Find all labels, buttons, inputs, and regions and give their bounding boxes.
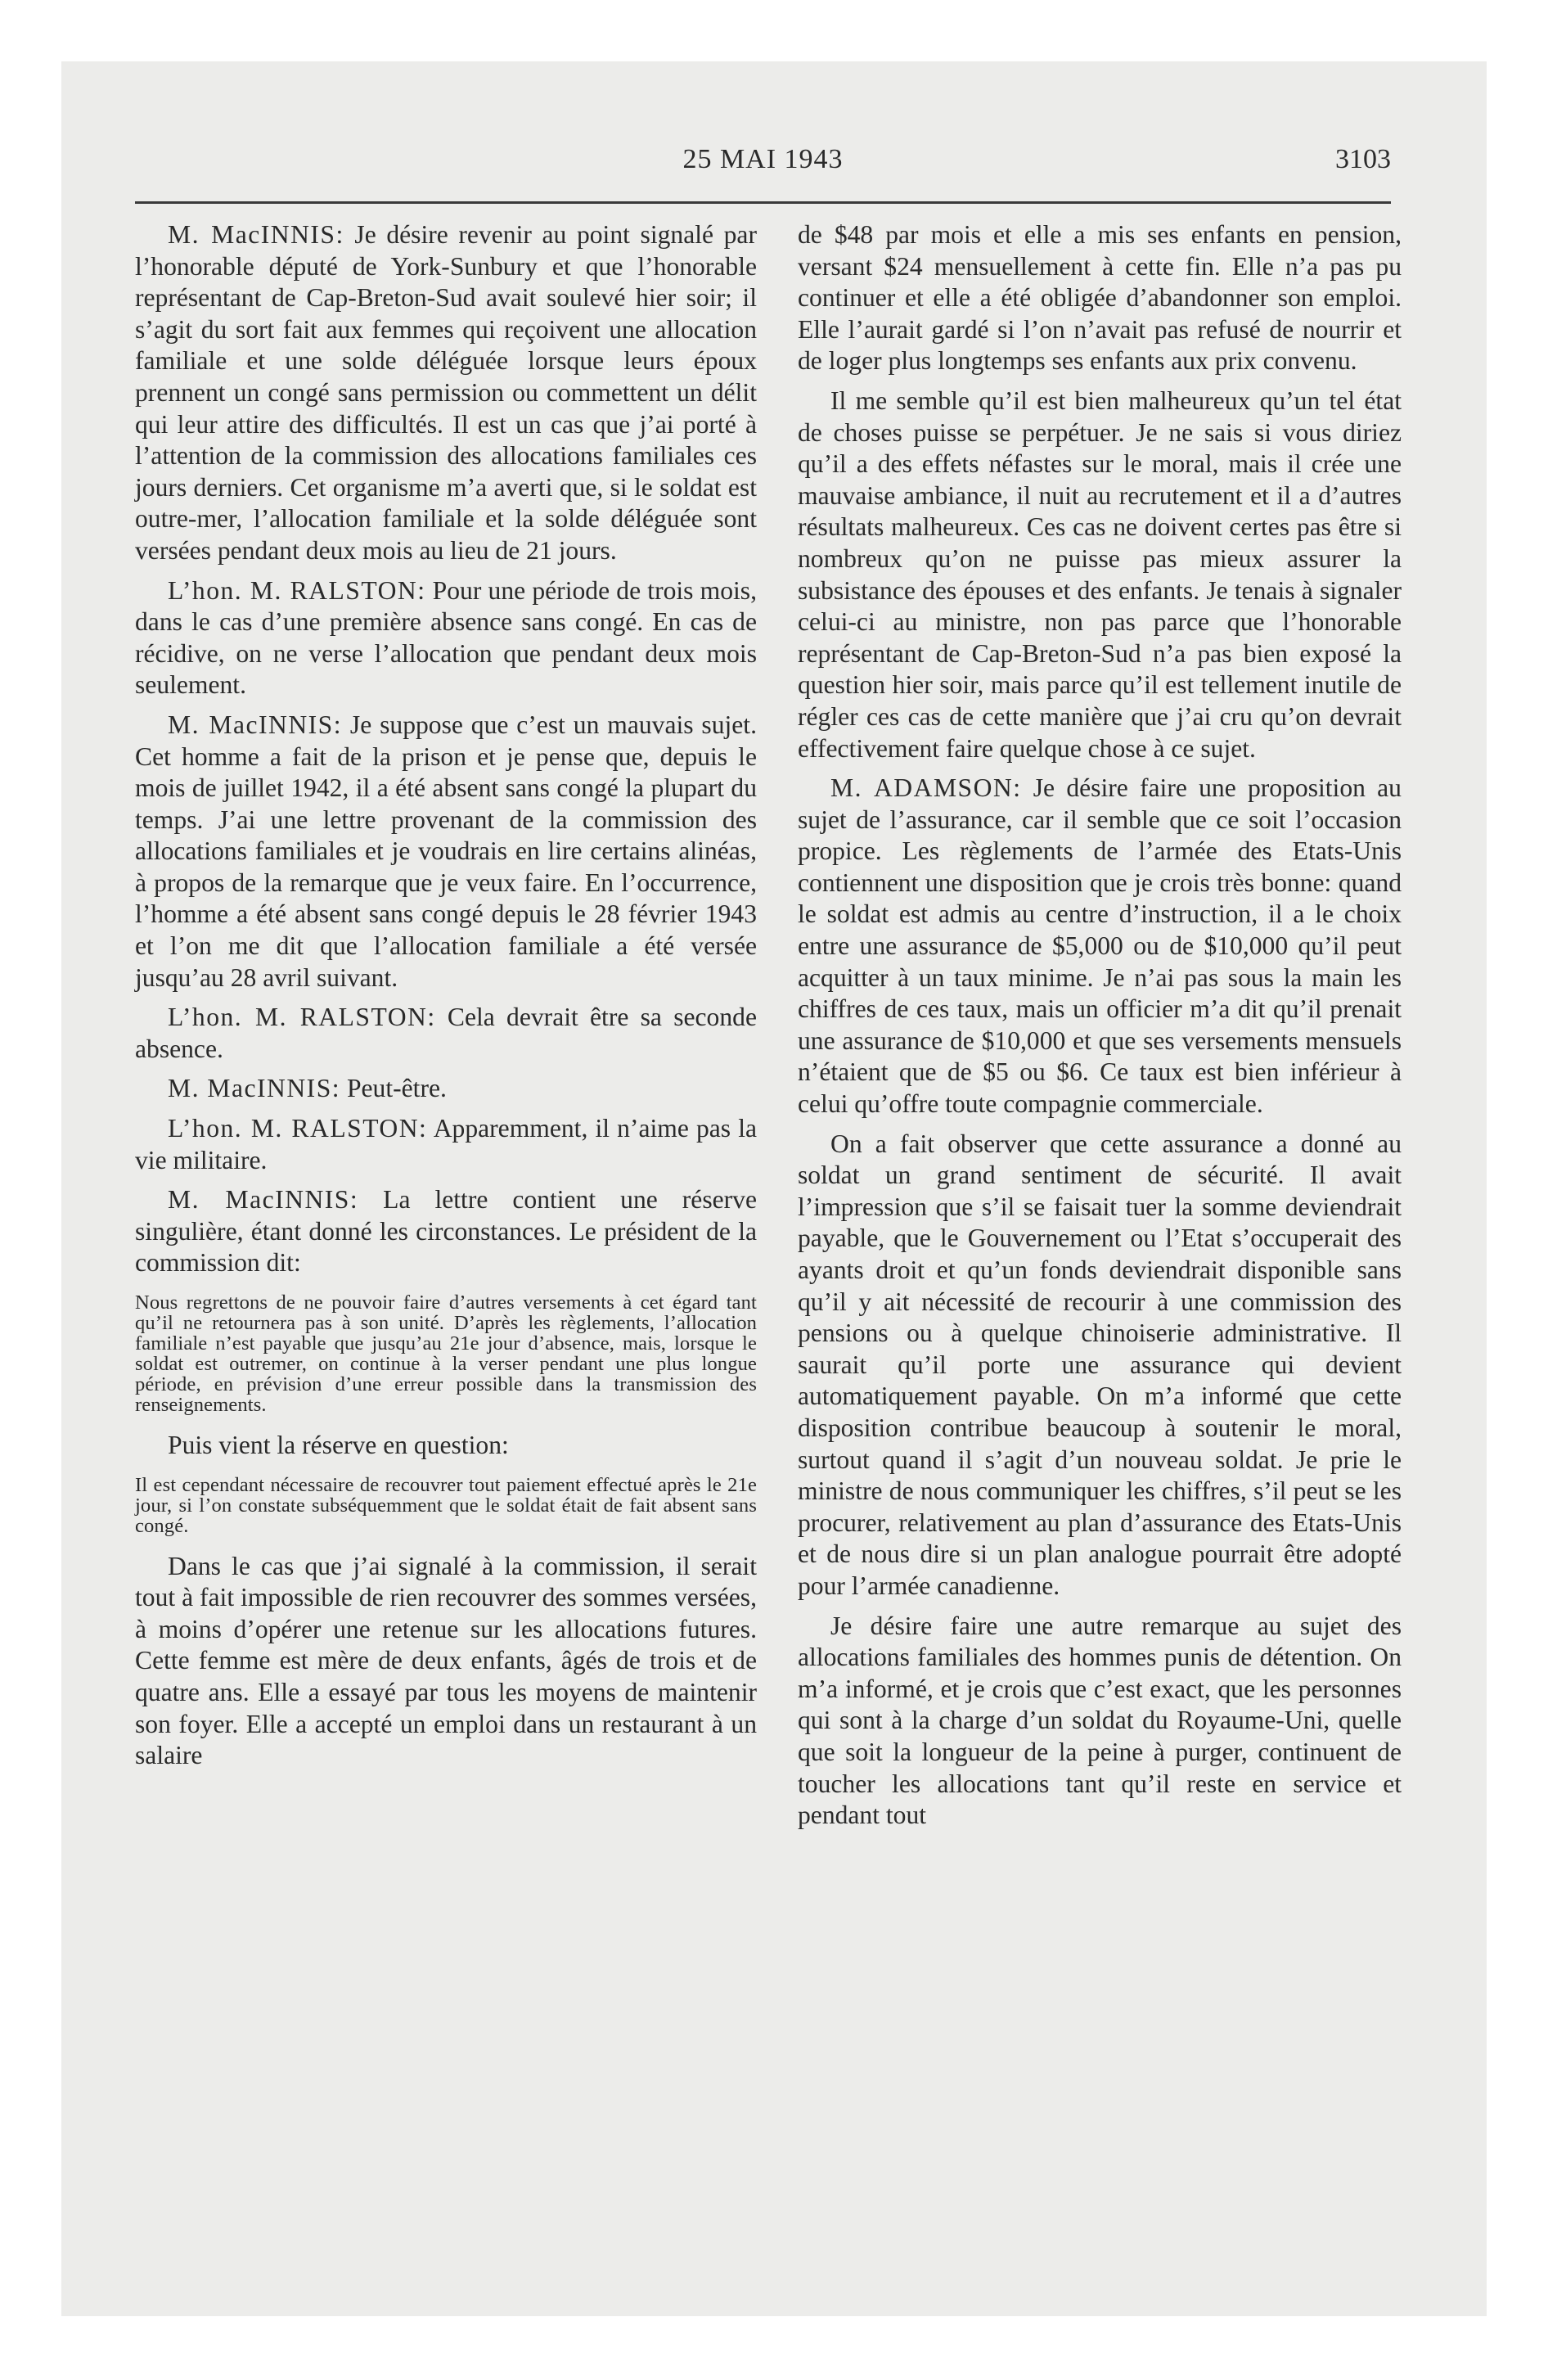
quoted-letter-2: Il est cependant nécessaire de recouvrer tout paiement effectué après le 21e jour, si l’on constate subséquemment que le soldat était de fait absent sans congé.	[135, 1473, 757, 1537]
left-column	[135, 219, 757, 1780]
paragraph-text: Apparemment, il n’aime pas la vie militaire.	[135, 1114, 757, 1174]
paragraph-text: Je désire revenir au point signalé par l’honorable député de York-Sunbury et que l’honorable représentant de Cap-Breton-Sud avait soulevé hier soir; il s’agit du sort fait aux femmes qui reçoivent une allocation familiale et une solde déléguée lorsque leurs époux prennent un congé sans permission ou commettent un délit qui leur attire des difficultés. Il est un cas que j’ai porté à l’attention de la commission des allocations familiales ces jours derniers. Cet organisme m’a averti que, si le soldat est outre-mer, l’allocation familiale et la solde déléguée sont versées pendant deux mois au lieu de 21 jours.	[135, 220, 757, 565]
page-number: 3103	[1335, 144, 1391, 174]
paragraph-macinnis-2	[135, 710, 757, 994]
paragraph-continuation: de $48 par mois et elle a mis ses enfants en pension, versant $24 mensuellement à cette fin. Elle n’a pas pu continuer et elle a été obligée d’abandonner son emploi. Elle l’aurait gardé si l’on n’avait pas refusé de nourrir et de loger plus longtemps ses enfants aux prix convenu.	[798, 220, 1402, 376]
paragraph-puis-vient: Puis vient la réserve en question:	[168, 1431, 509, 1459]
paragraph-on-a-fait: On a fait observer que cette assurance a donné au soldat un grand sentiment de sécurité. Il avait l’impression que s’il se faisait tuer la somme deviendrait payable, que le Gouvernement ou l’Etat s’occuperait des ayants droit et qu’un fonds deviendrait disponible sans qu’il y ait nécessité de recourir à une commission des pensions ou à quelque chinoiserie administrative. Il saurait qu’il porte une assurance qui devient automatiquement payable. On m’a informé que cette disposition contribue beaucoup à soutenir le moral, surtout quand il s’agit d’un nouveau soldat. Je prie le ministre de nous communiquer les chiffres, s’il peut se les procurer, relativement au plan d’assurance des Etats-Unis et de nous dire si un plan analogue pourrait être adopté pour l’armée canadienne.	[798, 1129, 1402, 1600]
paragraph-je-desire: Je désire faire une autre remarque au sujet des allocations familiales des hommes punis de détention. On m’a informé, et je crois que c’est exact, que les personnes qui sont à la charge d’un soldat du Royaume-Uni, quelle que soit la longueur de la peine à purger, continuent de toucher les allocations tant qu’il reste en service et pendant tout	[798, 1611, 1402, 1830]
speaker-name: M. MacINNIS:	[168, 220, 344, 249]
page-date: 25 MAI 1943	[682, 144, 844, 174]
page-header	[135, 144, 1391, 185]
speaker-name: M. MacINNIS:	[168, 710, 343, 739]
paragraph-text: Peut-être.	[340, 1074, 447, 1103]
paragraph-macinnis-4	[135, 1184, 757, 1279]
speaker-name: M. MacINNIS:	[168, 1074, 341, 1103]
speaker-name: L’hon. M. RALSTON:	[168, 1003, 436, 1032]
paragraph-text: Je désire faire une proposition au sujet de l’assurance, car il semble que ce soit l’occasion propice. Les règlements de l’armée des Etats-Unis contiennent une disposition que je crois très bonne: quand le soldat est admis au centre d’instruction, il a le choix entre une assurance de $5,000 ou de $10,000 qu’il peut acquitter à un taux minime. Je n’ai pas sous la main les chiffres de ces taux, mais un officier m’a dit qu’il prenait une assurance de $10,000 et que ses versements mensuels n’étaient que de $5 ou $6. Ce taux est bien inférieur à celui qu’offre toute compagnie commerciale.	[798, 773, 1402, 1119]
speaker-name: M. ADAMSON:	[830, 773, 1022, 803]
paragraph-ralston-2	[135, 1002, 757, 1065]
header-rule	[135, 201, 1391, 204]
paragraph-text: Cela devrait être sa seconde absence.	[135, 1003, 757, 1063]
speaker-name: L’hon. M. RALSTON:	[168, 575, 426, 605]
paragraph-macinnis-1	[135, 219, 757, 567]
quoted-letter-1: Nous regrettons de ne pouvoir faire d’autres versements à cet égard tant qu’il ne retournera pas à son unité. D’après les règlements, l’allocation familiale n’est payable que jusqu’au 21e jour d’absence, mais, lorsque le soldat est outremer, on continue à la verser pendant une plus longue période, en prévision d’une erreur possible dans la transmission des renseignements.	[135, 1291, 757, 1416]
paragraph-text: La lettre contient une réserve singulière, étant donné les circonstances. Le président de la commission dit:	[135, 1185, 757, 1278]
paragraph-macinnis-3	[135, 1073, 757, 1105]
speaker-name: M. MacINNIS:	[168, 1185, 359, 1215]
paragraph-adamson	[798, 773, 1402, 1120]
paragraph-dans-le-cas: Dans le cas que j’ai signalé à la commission, il serait tout à fait impossible de rien recouvrer des sommes versées, à moins d’opérer une retenue sur les allocations futures. Cette femme est mère de deux enfants, âgés de trois et de quatre ans. Elle a essayé par tous les moyens de maintenir son foyer. Elle a accepté un emploi dans un restaurant à un salaire	[135, 1551, 757, 1770]
paragraph-il-me-semble: Il me semble qu’il est bien malheureux qu’un tel état de choses puisse se perpétuer. Je ne sais si vous diriez qu’il a des effets néfastes sur le moral, mais il crée une mauvaise ambiance, il nuit au recrutement et il a d’autres résultats malheureux. Ces cas ne doivent certes pas être si nombreux qu’on ne puisse pas mieux assurer la subsistance des épouses et des enfants. Je tenais à signaler celui-ci au ministre, non pas parce que l’honorable représentant de Cap-Breton-Sud n’a pas bien exposé la question hier soir, mais parce qu’il est tellement inutile de régler ces cas de cette manière que j’ai cru qu’on devrait effectivement faire quelque chose à ce sujet.	[798, 385, 1402, 763]
speaker-name: L’hon. M. RALSTON:	[168, 1114, 428, 1143]
paragraph-text: Pour une période de trois mois, dans le cas d’une première absence sans congé. En cas de récidive, on ne verse l’allocation que pendant deux mois seulement.	[135, 575, 757, 700]
paragraph-ralston-3	[135, 1113, 757, 1176]
paragraph-ralston-1	[135, 575, 757, 701]
right-column	[798, 219, 1402, 1840]
paragraph-text: Je suppose que c’est un mauvais sujet. Cet homme a fait de la prison et je pense que, depuis le mois de juillet 1942, il a été absent sans congé la plupart du temps. J’ai une lettre provenant de la commission des allocations familiales et je voudrais en lire certains alinéas, à propos de la remarque que je veux faire. En l’occurrence, l’homme a été absent sans congé depuis le 28 février 1943 et l’on me dit que l’allocation familiale a été versée jusqu’au 28 avril suivant.	[135, 710, 757, 992]
